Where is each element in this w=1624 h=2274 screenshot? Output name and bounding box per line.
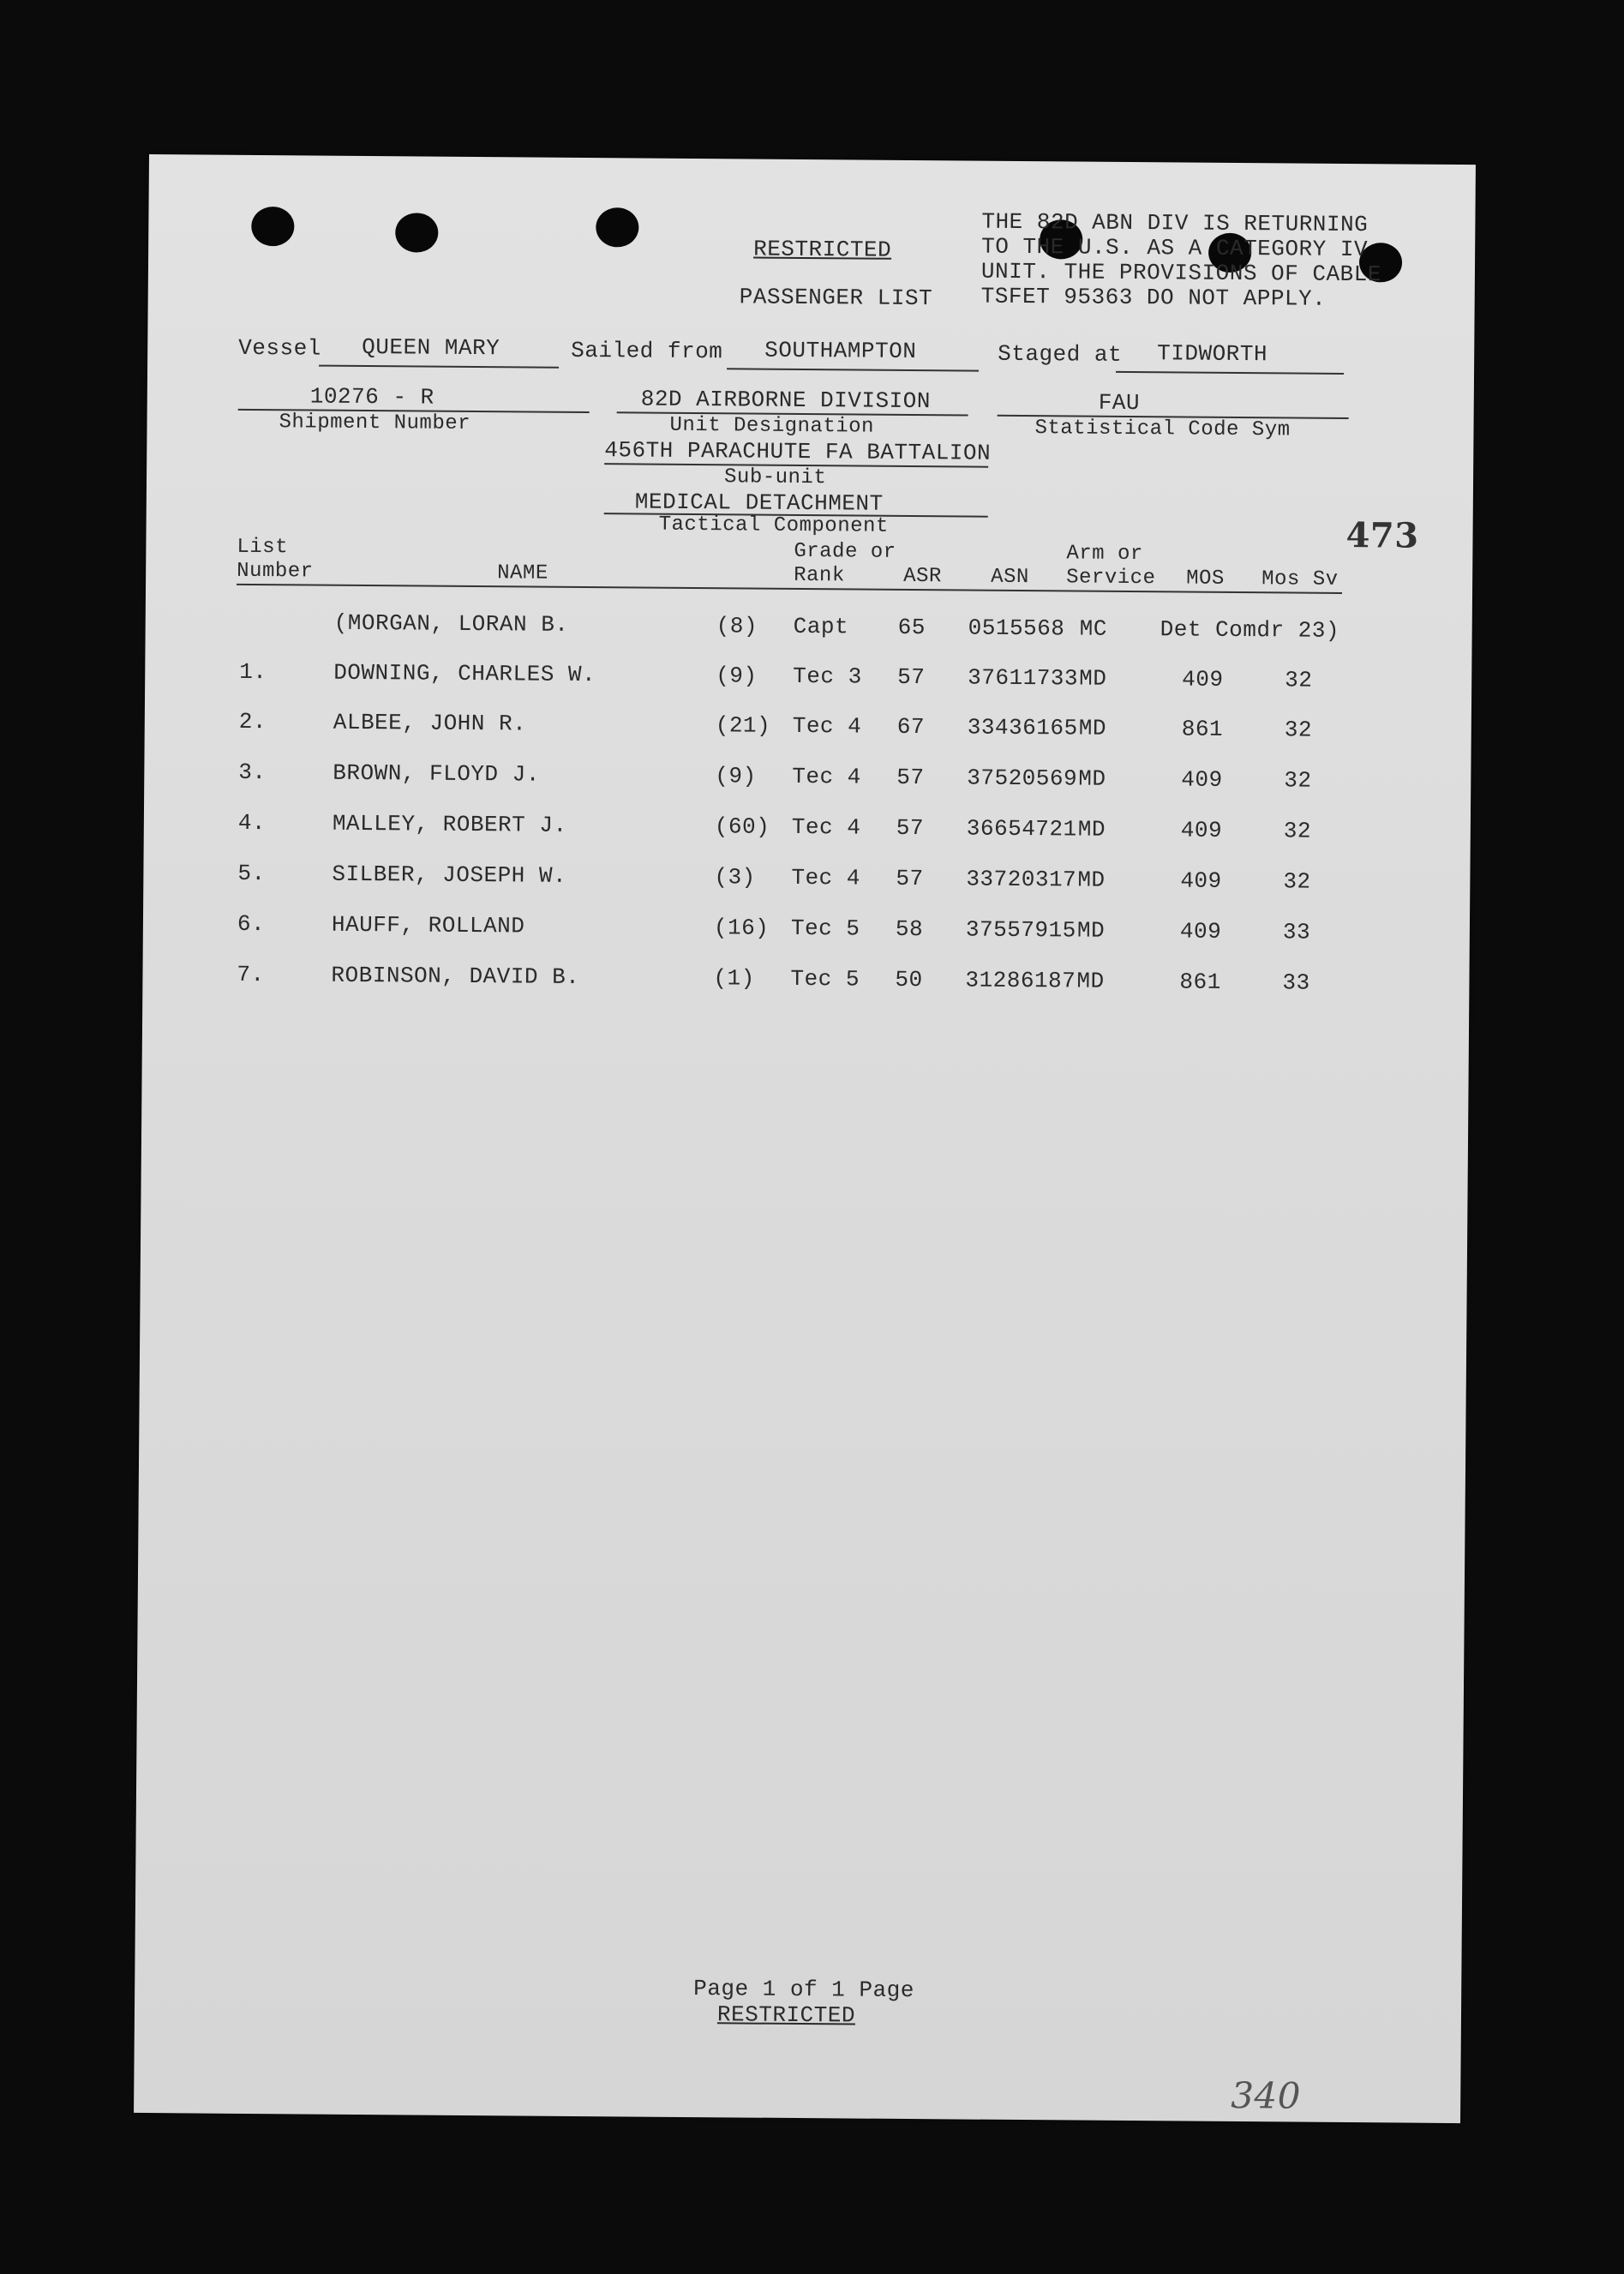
staged-at-label: Staged at <box>998 340 1123 368</box>
header-grade-2: Rank <box>794 563 845 588</box>
asr: 57 <box>896 814 925 842</box>
mos-sv: 32 <box>1285 667 1313 693</box>
handwritten-number: 340 <box>1231 2073 1302 2117</box>
soldier-name: HAUFF, ROLLAND <box>331 911 525 939</box>
arm: MD <box>1079 665 1107 692</box>
header-arm-1: Arm or <box>1066 542 1143 567</box>
shipment-number-label: Shipment Number <box>279 411 471 435</box>
sailed-from-line <box>727 368 979 371</box>
table-row <box>145 708 1471 747</box>
mos: 409 <box>1180 817 1223 843</box>
notice-line-2: TO THE U.S. AS A CATEGORY IV <box>981 233 1369 263</box>
commander-asn: 0515568 <box>968 615 1065 642</box>
table-row <box>143 860 1470 899</box>
page-number-stamp: 473 <box>1345 514 1419 556</box>
sailed-from-value: SOUTHAMPTON <box>764 337 917 365</box>
staged-at-line <box>1116 371 1344 375</box>
commander-rank: Capt <box>793 613 849 640</box>
list-number: 4. <box>237 809 267 837</box>
header-name: NAME <box>497 561 548 585</box>
rank: Tec 4 <box>791 813 861 841</box>
passenger-list-title: PASSENGER LIST <box>739 284 933 312</box>
rank: Tec 5 <box>790 965 860 993</box>
shipment-number-value: 10276 - R <box>309 383 434 411</box>
soldier-name: BROWN, FLOYD J. <box>333 759 540 788</box>
header-arm-2: Service <box>1066 566 1156 591</box>
commander-arm: MC <box>1079 615 1108 642</box>
soldier-name: ROBINSON, DAVID B. <box>331 962 580 990</box>
notice-line-1: THE 82D ABN DIV IS RETURNING <box>981 208 1369 238</box>
mos-sv: 33 <box>1282 969 1310 996</box>
header-asr: ASR <box>903 564 942 589</box>
rank: Tec 4 <box>792 712 862 740</box>
code: (9) <box>716 663 758 689</box>
asr: 57 <box>896 764 925 791</box>
mos: 409 <box>1180 867 1222 894</box>
vessel-label: Vessel <box>238 334 321 362</box>
staged-at-value: TIDWORTH <box>1157 340 1268 368</box>
code: (9) <box>715 763 757 789</box>
vessel-value: QUEEN MARY <box>362 333 500 362</box>
mos: 861 <box>1179 969 1221 995</box>
list-number: 5. <box>237 860 266 887</box>
arm: MD <box>1077 867 1106 893</box>
mos: 409 <box>1181 766 1223 793</box>
soldier-name: SILBER, JOSEPH W. <box>332 861 567 889</box>
rank: Tec 4 <box>791 864 861 891</box>
commander-asr: 65 <box>897 614 926 641</box>
mos-sv: 32 <box>1284 767 1312 794</box>
sailed-from-label: Sailed from <box>571 337 723 365</box>
sub-unit-label: Sub-unit <box>723 465 827 490</box>
code: (3) <box>714 864 756 891</box>
arm: MD <box>1077 816 1106 843</box>
statistical-code-label: Statistical Code Sym <box>1034 417 1291 442</box>
table-row <box>144 759 1471 798</box>
list-number: 6. <box>237 910 266 938</box>
restricted-footer: RESTRICTED <box>716 2001 856 2029</box>
sub-unit-value: 456TH PARACHUTE FA BATTALION <box>604 437 992 466</box>
soldier-name: ALBEE, JOHN R. <box>333 709 527 737</box>
header-list-number-2: Number <box>237 559 314 584</box>
list-number: 1. <box>239 658 267 686</box>
tactical-component-label: Tactical Component <box>658 513 889 538</box>
commander-name: (MORGAN, LORAN B. <box>333 609 569 638</box>
mos-sv: 32 <box>1284 717 1313 743</box>
rank: Tec 4 <box>792 763 861 790</box>
mos-sv: 32 <box>1283 868 1311 895</box>
table-row <box>144 809 1471 849</box>
unit-designation-label: Unit Designation <box>669 413 875 439</box>
punch-hole <box>395 213 438 252</box>
notice-line-3: UNIT. THE PROVISIONS OF CABLE <box>980 258 1382 288</box>
arm: MD <box>1078 765 1106 792</box>
asn: 31286187 <box>965 967 1076 994</box>
code: (60) <box>714 813 770 840</box>
soldier-name: DOWNING, CHARLES W. <box>333 659 596 688</box>
asn: 33720317 <box>966 866 1077 893</box>
header-mos-sv: Mos Sv <box>1261 567 1339 591</box>
header-list-number-1: List <box>237 535 289 560</box>
vessel-line <box>319 365 559 369</box>
arm: MD <box>1076 968 1105 994</box>
header-asn: ASN <box>991 565 1029 590</box>
code: (1) <box>713 965 755 992</box>
arm: MD <box>1078 715 1107 741</box>
asn: 33436165 <box>967 714 1078 741</box>
list-number: 7. <box>237 961 265 988</box>
page-count: Page 1 of 1 Page <box>693 1976 914 2004</box>
asr: 57 <box>896 865 924 892</box>
punch-hole <box>596 207 638 247</box>
header-underline <box>237 584 1342 594</box>
arm: MD <box>1076 917 1106 944</box>
table-row <box>143 910 1470 950</box>
header-mos: MOS <box>1186 567 1225 591</box>
asr: 58 <box>895 915 924 943</box>
mos-sv: 33 <box>1282 919 1311 945</box>
mos: 861 <box>1181 716 1224 742</box>
document-page <box>134 154 1476 2123</box>
commander-code: (8) <box>716 613 758 639</box>
asn: 37520569 <box>967 765 1078 792</box>
tactical-component-value: MEDICAL DETACHMENT <box>634 489 884 517</box>
mos: 409 <box>1182 666 1224 693</box>
asr: 67 <box>896 713 926 741</box>
statistical-code-value: FAU <box>1098 389 1141 417</box>
commander-row <box>146 609 1472 648</box>
punch-hole <box>251 207 294 246</box>
asn: 36654721 <box>966 815 1077 843</box>
table-row <box>145 658 1471 698</box>
asn: 37611733 <box>968 664 1079 692</box>
mos: 409 <box>1179 918 1222 945</box>
code: (21) <box>715 712 771 739</box>
mos-sv: 32 <box>1283 818 1312 844</box>
soldier-name: MALLEY, ROBERT J. <box>332 810 567 838</box>
commander-mos: Det Comdr 23) <box>1160 616 1340 644</box>
asr: 57 <box>897 663 926 691</box>
asr: 50 <box>895 966 923 993</box>
restricted-header: RESTRICTED <box>753 236 892 263</box>
list-number: 3. <box>238 759 267 786</box>
code: (16) <box>713 915 770 941</box>
notice-line-4: TSFET 95363 DO NOT APPLY. <box>980 283 1327 312</box>
rank: Tec 3 <box>793 663 862 690</box>
table-row <box>142 961 1469 1000</box>
header-grade-1: Grade or <box>794 539 896 564</box>
asn: 37557915 <box>965 916 1076 944</box>
unit-designation-value: 82D AIRBORNE DIVISION <box>640 386 932 415</box>
list-number: 2. <box>238 708 267 735</box>
rank: Tec 5 <box>790 915 860 942</box>
